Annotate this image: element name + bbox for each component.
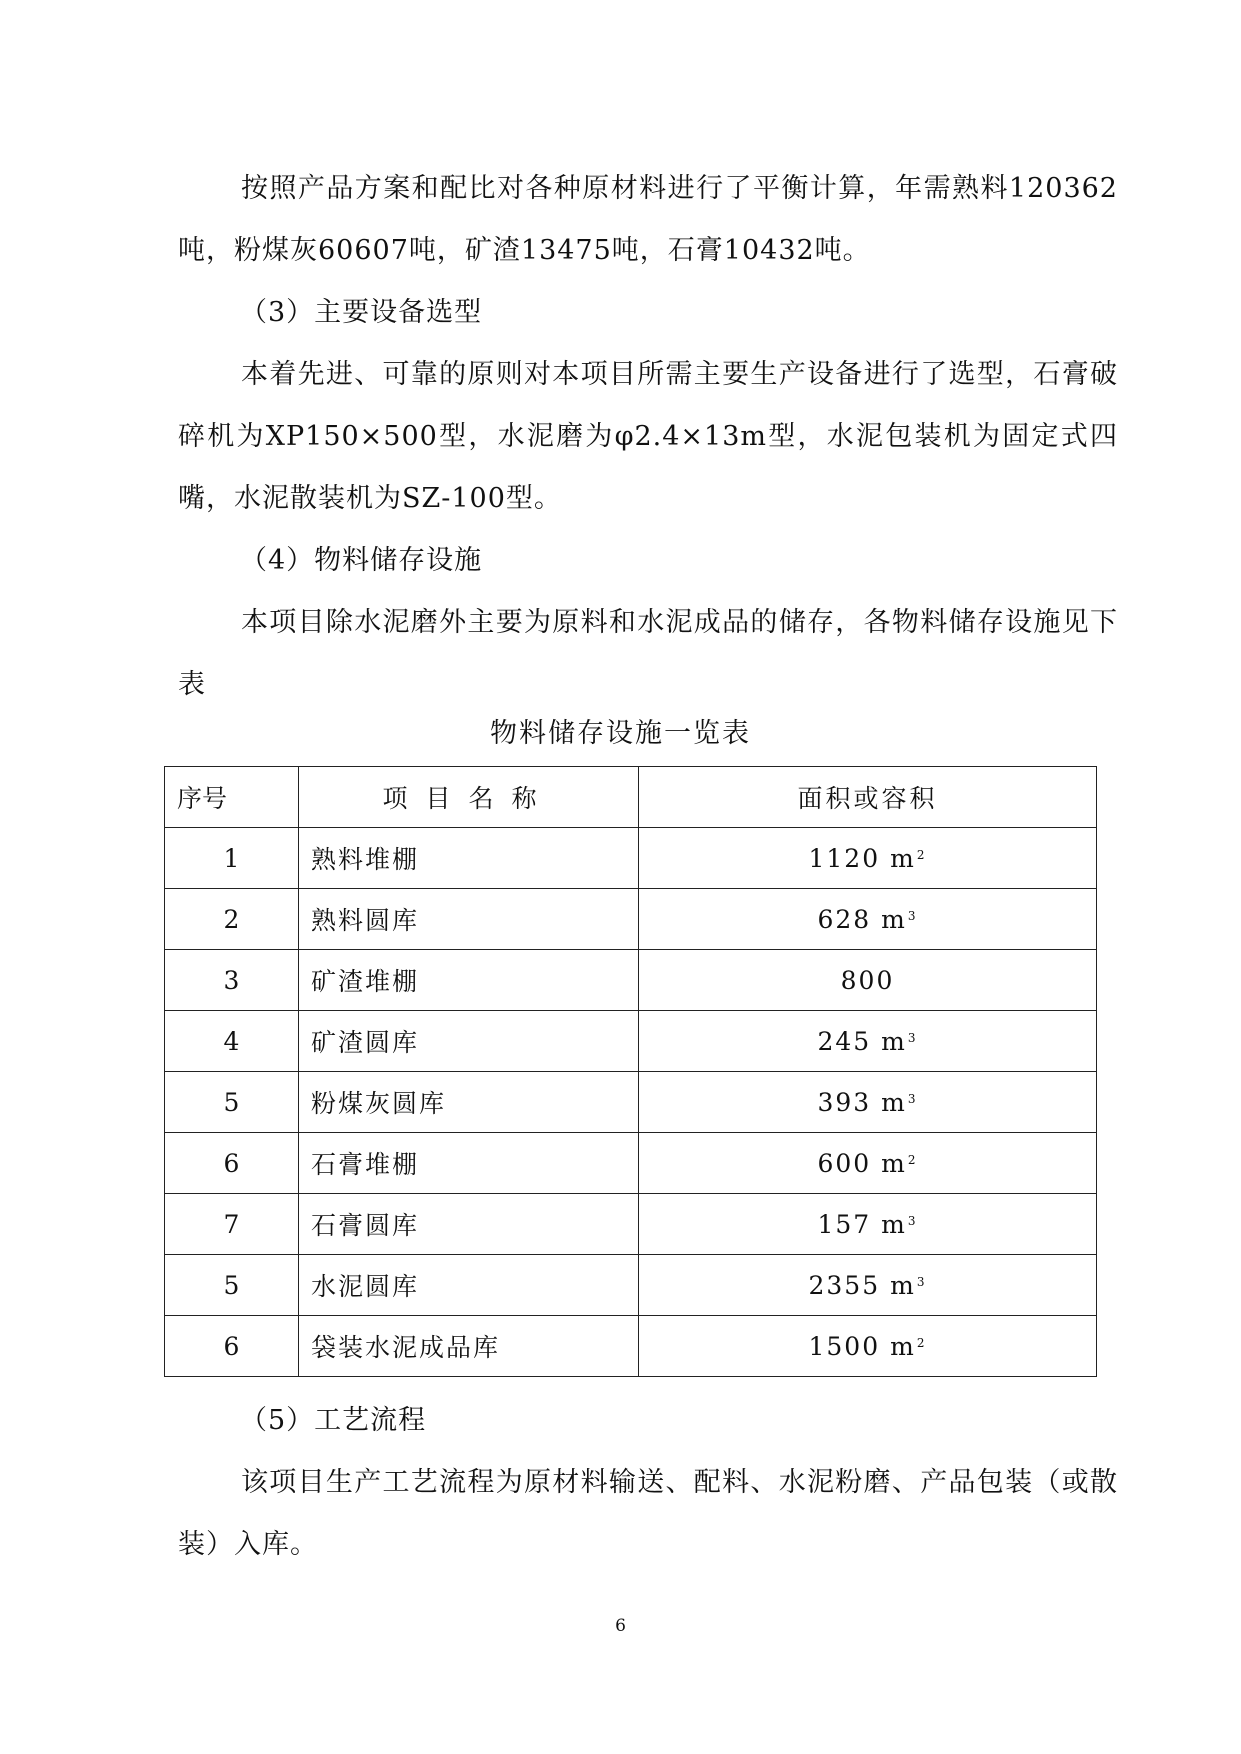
storage-facilities-table [164, 766, 1097, 1377]
cell-area-or-volume [639, 1316, 1097, 1377]
cell-serial-number: 7 [165, 1194, 299, 1255]
unit-exponent: 3 [907, 908, 918, 923]
table-row [165, 950, 1097, 1011]
unit-exponent: 3 [916, 1274, 927, 1289]
cell-item-name: 粉煤灰圆库 [299, 1072, 639, 1133]
unit-exponent: 2 [916, 1335, 927, 1350]
table-body [165, 828, 1097, 1377]
unit-symbol: m [890, 1270, 916, 1300]
unit-exponent: 3 [907, 1030, 918, 1045]
area-value: 628 [817, 904, 872, 934]
unit-symbol: m [881, 1087, 907, 1117]
cell-item-name: 熟料圆库 [299, 889, 639, 950]
area-unit [881, 1088, 917, 1117]
cell-serial-number: 5 [165, 1255, 299, 1316]
table-header-row [165, 767, 1097, 828]
paragraph-material-balance: 按照产品方案和配比对各种原材料进行了平衡计算，年需熟料120362吨，粉煤灰60607吨，矿渣13475吨，石膏10432吨。 [178, 173, 1118, 266]
area-value: 393 [817, 1087, 872, 1117]
section-heading-process-flow: （5）工艺流程 [240, 1405, 427, 1436]
cell-serial-number: 4 [165, 1011, 299, 1072]
cell-item-name: 矿渣圆库 [299, 1011, 639, 1072]
table-row [165, 1316, 1097, 1377]
unit-exponent: 2 [907, 1152, 918, 1167]
table-row [165, 1255, 1097, 1316]
area-unit [890, 1271, 926, 1300]
cell-area-or-volume [639, 1072, 1097, 1133]
section-heading-equipment: （3）主要设备选型 [240, 297, 483, 328]
paragraph-storage-intro: 本项目除水泥磨外主要为原料和水泥成品的储存，各物料储存设施见下表 [178, 607, 1118, 700]
unit-exponent: 3 [907, 1213, 918, 1228]
area-value: 1500 [808, 1331, 881, 1361]
cell-area-or-volume [639, 889, 1097, 950]
area-value: 245 [817, 1026, 872, 1056]
cell-item-name: 石膏圆库 [299, 1194, 639, 1255]
cell-item-name: 袋装水泥成品库 [299, 1316, 639, 1377]
page-number: 6 [615, 1616, 626, 1636]
cell-serial-number: 1 [165, 828, 299, 889]
paragraph-equipment-selection: 本着先进、可靠的原则对本项目所需主要生产设备进行了选型，石膏破碎机为XP150×500型，水泥磨为φ2.4×13m型，水泥包装机为固定式四嘴，水泥散装机为SZ-100型。 [178, 359, 1118, 514]
paragraph-process-flow: 该项目生产工艺流程为原材料输送、配料、水泥粉磨、产品包装（或散装）入库。 [178, 1467, 1118, 1560]
area-value: 2355 [808, 1270, 881, 1300]
unit-symbol: m [881, 1209, 907, 1239]
unit-symbol: m [881, 904, 907, 934]
header-item-name: 项目名称 [299, 767, 639, 828]
area-unit [881, 1027, 917, 1056]
area-unit [881, 1210, 917, 1239]
area-value: 600 [817, 1148, 872, 1178]
area-unit [890, 1332, 926, 1361]
unit-exponent: 2 [916, 847, 927, 862]
area-unit [881, 1149, 917, 1178]
area-unit [890, 844, 926, 873]
cell-area-or-volume [639, 1255, 1097, 1316]
area-value: 800 [840, 965, 895, 995]
unit-exponent: 3 [907, 1091, 918, 1106]
unit-symbol: m [890, 843, 916, 873]
cell-item-name: 熟料堆棚 [299, 828, 639, 889]
table-row [165, 1133, 1097, 1194]
cell-item-name: 矿渣堆棚 [299, 950, 639, 1011]
unit-symbol: m [881, 1026, 907, 1056]
area-unit [881, 905, 917, 934]
cell-area-or-volume [639, 1011, 1097, 1072]
cell-item-name: 石膏堆棚 [299, 1133, 639, 1194]
cell-area-or-volume [639, 828, 1097, 889]
cell-area-or-volume [639, 1194, 1097, 1255]
cell-serial-number: 2 [165, 889, 299, 950]
section-heading-storage: （4）物料储存设施 [240, 545, 483, 576]
area-value: 157 [817, 1209, 872, 1239]
cell-serial-number: 6 [165, 1133, 299, 1194]
table-row [165, 1011, 1097, 1072]
table-caption: 物料储存设施一览表 [490, 718, 751, 749]
cell-serial-number: 3 [165, 950, 299, 1011]
area-value: 1120 [808, 843, 881, 873]
header-serial-number: 序号 [165, 767, 299, 828]
cell-item-name: 水泥圆库 [299, 1255, 639, 1316]
cell-area-or-volume [639, 950, 1097, 1011]
table-row [165, 828, 1097, 889]
cell-serial-number: 6 [165, 1316, 299, 1377]
table-row [165, 889, 1097, 950]
cell-serial-number: 5 [165, 1072, 299, 1133]
cell-area-or-volume [639, 1133, 1097, 1194]
table-row [165, 1072, 1097, 1133]
table-row [165, 1194, 1097, 1255]
unit-symbol: m [881, 1148, 907, 1178]
header-area-or-volume: 面积或容积 [639, 767, 1097, 828]
unit-symbol: m [890, 1331, 916, 1361]
